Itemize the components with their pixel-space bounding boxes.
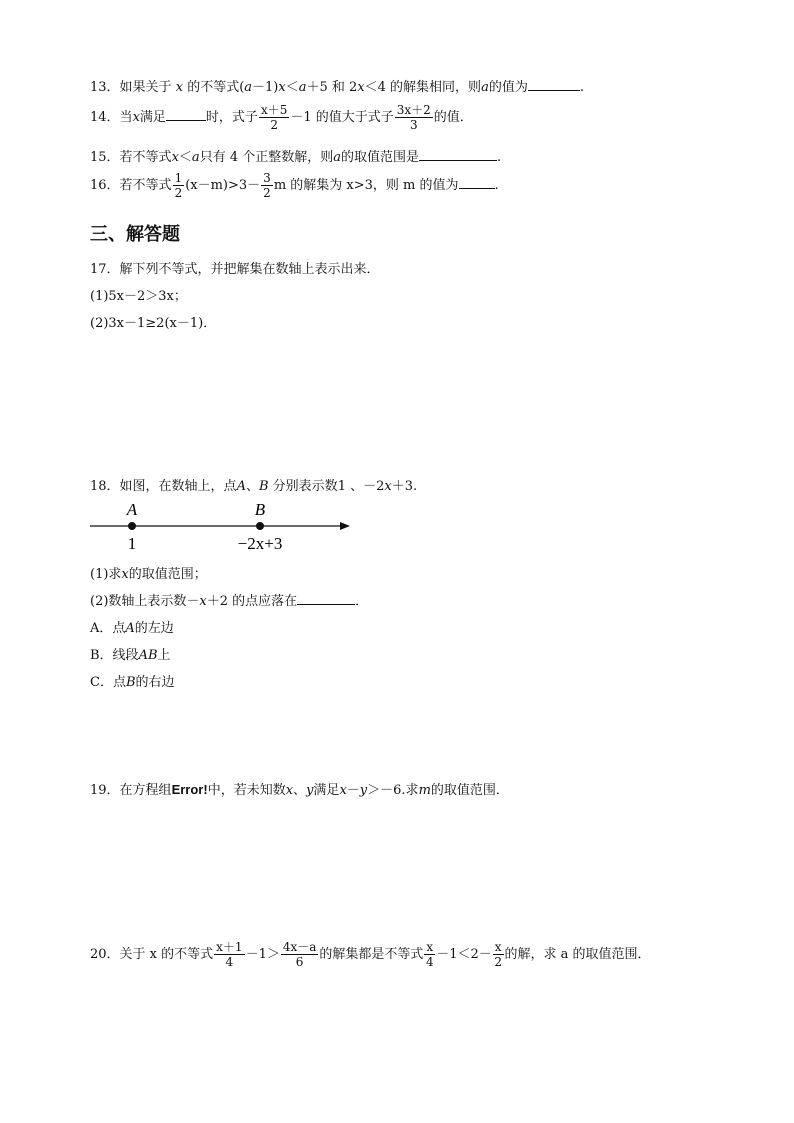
fraction: $\frac{x+5}{2}$: [260, 103, 288, 132]
point-b: [256, 522, 264, 530]
option-b: B．线段AB上: [90, 648, 171, 663]
q13-number: 13．: [90, 80, 120, 95]
fraction: $\frac{4x-a}{6}$: [282, 940, 317, 969]
question-18: 18．如图，在数轴上，点A、B 分别表示数1 、－2x＋3.: [90, 479, 418, 494]
option-a: A．点A的左边: [90, 621, 174, 636]
question-18-part-2: (2)数轴上表示数－x＋2 的点应落在 ．: [90, 594, 369, 609]
question-14: 14．当x满足 时，式子 $\frac{x+5}{2}$ －1 的值大于式子 $\frac{3x+2}{3}$ 的值．: [90, 103, 473, 132]
point-a-value: 1: [127, 534, 137, 553]
question-17-part-1: (1)5x－2＞3x；: [90, 289, 187, 304]
q16-number: 16．: [90, 178, 120, 193]
question-13: 13．如果关于 x 的不等式(a－1)x＜a＋5 和 2x＜4 的解集相同，则a的值为 .: [90, 80, 584, 95]
question-18-part-1: (1)求x的取值范围；: [90, 567, 207, 582]
fraction: $\frac{x+1}{4}$: [216, 940, 243, 969]
answer-blank: [297, 592, 355, 605]
point-a-label: A: [126, 500, 138, 519]
question-19: 19．在方程组Error!中，若未知数x、y满足x－y＞－6.求m的取值范围．: [90, 782, 509, 798]
q19-number: 19．: [90, 783, 120, 798]
answer-blank: [528, 78, 580, 91]
error-text: Error!: [171, 782, 208, 797]
fraction: $\frac{3x+2}{3}$: [396, 103, 431, 132]
answer-blank: [166, 108, 206, 121]
section-heading: 三、解答题: [90, 224, 180, 245]
question-20: 20．关于 x 的不等式 $\frac{x+1}{4}$ －1＞ $\frac{4x-a}{6}$ 的解集都是不等式 $\frac{x}{4}$ －1＜2－ $\frac{x}{2}$ 的解，求 a 的取值范围．: [90, 940, 651, 969]
option-c: C．点B的右边: [90, 675, 175, 690]
number-line: [88, 496, 358, 558]
answer-blank: [459, 176, 495, 189]
answer-blank: [419, 148, 497, 161]
q18-number: 18．: [90, 479, 120, 494]
fraction: $\frac{x}{4}$: [425, 940, 434, 969]
q15-number: 15．: [90, 150, 120, 165]
arrow-icon: [340, 522, 350, 530]
point-b-value: −2x+3: [237, 534, 283, 553]
point-b-label: B: [254, 500, 266, 519]
q14-number: 14．: [90, 110, 120, 125]
fraction: $\frac{1}{2}$: [174, 171, 183, 200]
fraction: $\frac{3}{2}$: [263, 171, 271, 200]
q20-number: 20．: [90, 947, 120, 962]
fraction: $\frac{x}{2}$: [494, 940, 502, 969]
question-16: 16．若不等式 $\frac{1}{2}$ (x－m)>3－ $\frac{3}{2}$ m 的解集为 x>3，则 m 的值为 .: [90, 171, 499, 200]
point-a: [128, 522, 136, 530]
question-17-part-2: (2)3x－1≥2(x－1)．: [90, 316, 217, 331]
question-15: 15．若不等式x＜a只有 4 个正整数解，则a的取值范围是 .: [90, 150, 502, 165]
question-17-stem: 17．解下列不等式，并把解集在数轴上表示出来．: [90, 262, 380, 277]
